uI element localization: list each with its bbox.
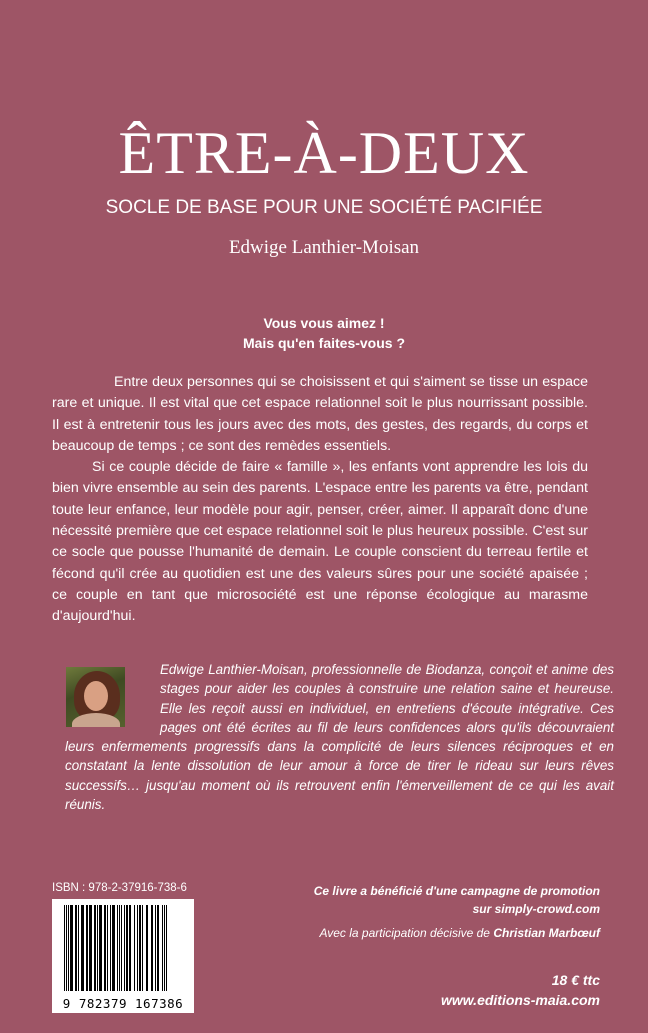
- barcode-bar: [99, 905, 102, 991]
- barcode-bar: [75, 905, 77, 991]
- barcode-bar: [162, 905, 163, 991]
- barcode-bar: [137, 905, 138, 991]
- barcode-bar: [121, 905, 122, 991]
- publisher-website[interactable]: www.editions-maia.com: [441, 992, 600, 1008]
- barcode-bar: [151, 905, 153, 991]
- barcode-bar: [119, 905, 120, 991]
- participation-line: [260, 924, 600, 942]
- barcode-bar: [139, 905, 141, 991]
- barcode-digits: 9 782379 167386: [62, 996, 184, 1011]
- barcode-bar: [104, 905, 106, 991]
- blurb-paragraph-1: Entre deux personnes qui se choisissent et qui s'aiment se tisse un espace rare et unique. Il est vital que cet espace relationnel soit le plus nourrissant possible. Il est à entretenir tous les jours avec des mots, des gestes, des regards, du corps et beaucoup de temps ; ce sont des remèdes essentiels.: [52, 374, 588, 454]
- book-title: ÊTRE-À-DEUX: [118, 120, 530, 186]
- tagline-line-1: Vous vous aimez !: [263, 315, 385, 331]
- barcode-bar: [64, 905, 65, 991]
- barcode-bar: [164, 905, 165, 991]
- barcode-bars: [52, 899, 194, 995]
- barcode-bar: [110, 905, 111, 991]
- barcode-bar: [142, 905, 143, 991]
- barcode-bar: [78, 905, 79, 991]
- barcode-bar: [94, 905, 96, 991]
- barcode-bar: [97, 905, 98, 991]
- blurb: [52, 372, 588, 628]
- author-bio: [65, 660, 614, 814]
- book-subtitle: SOCLE DE BASE POUR UNE SOCIÉTÉ PACIFIÉE: [105, 197, 543, 218]
- promo-line-1: Ce livre a bénéficié d'une campagne de promotion: [313, 884, 600, 898]
- book-author: Edwige Lanthier-Moisan: [228, 237, 420, 258]
- barcode-bar: [146, 905, 148, 991]
- barcode-bar: [124, 905, 125, 991]
- price-block: [441, 970, 600, 1010]
- isbn-label: ISBN : 978-2-37916-738-6: [52, 882, 187, 894]
- participation-name: Christian Marbœuf: [493, 926, 600, 940]
- barcode-bar: [155, 905, 156, 991]
- barcode: [52, 899, 194, 1013]
- barcode-bar: [134, 905, 135, 991]
- barcode-bar: [129, 905, 131, 991]
- barcode-bar: [66, 905, 67, 991]
- promo-line-2: sur simply-crowd.com: [472, 902, 600, 916]
- tagline-line-2: Mais qu'en faites-vous ?: [242, 335, 406, 351]
- barcode-bar: [89, 905, 92, 991]
- tagline: [0, 313, 648, 353]
- barcode-bar: [86, 905, 88, 991]
- barcode-bar: [112, 905, 115, 991]
- barcode-bar: [157, 905, 159, 991]
- barcode-bar: [166, 905, 167, 991]
- barcode-bar: [70, 905, 73, 991]
- barcode-bar: [126, 905, 128, 991]
- barcode-bar: [107, 905, 108, 991]
- author-photo: [66, 667, 125, 727]
- blurb-paragraph-2: Si ce couple décide de faire « famille », les enfants vont apprendre les lois du bien vivre ensemble au sein des parents. L'espace entre les parents va être, pendant toute leur enfance, leur modèle pour agir, penser, créer, aimer. Il apparaît donc d'une nécessité première que cet espace relationnel soit le plus heureux possible. C'est sur ce socle que pousse l'humanité de demain. Le couple conscient du terreau fertile et fécond qu'il crée au quotidien est une des valeurs sûres pour une société apaisée ; ce couple en tant que microsociété est une réponse écologique au marasme d'aujourd'hui.: [52, 459, 588, 625]
- barcode-bar: [68, 905, 69, 991]
- author-bio-text: Edwige Lanthier-Moisan, professionnelle de Biodanza, conçoit et anime des stages pour aider les couples à construire une relation saine et heureuse. Elle les reçoit aussi en individuel, en entretiens d'écoute intégrative. Ces pages ont été écrites au fil de leurs confidences alors qu'ils découvraient leurs enfermements progressifs dans la complicité de leurs silences réciproques et en constatant la lente dissolution de leur amour à force de tirer le rideau sur leurs rêves successifs… jusqu'au moment où ils retrouvent enfin l'émerveillement de ce qui les avait réunis.: [65, 662, 614, 813]
- price-amount: 18 € ttc: [551, 972, 600, 988]
- barcode-bar: [117, 905, 118, 991]
- participation-prefix: Avec la participation décisive de: [319, 926, 494, 940]
- barcode-bar: [81, 905, 84, 991]
- promo-block: [260, 882, 600, 942]
- author-photo-face: [84, 681, 108, 711]
